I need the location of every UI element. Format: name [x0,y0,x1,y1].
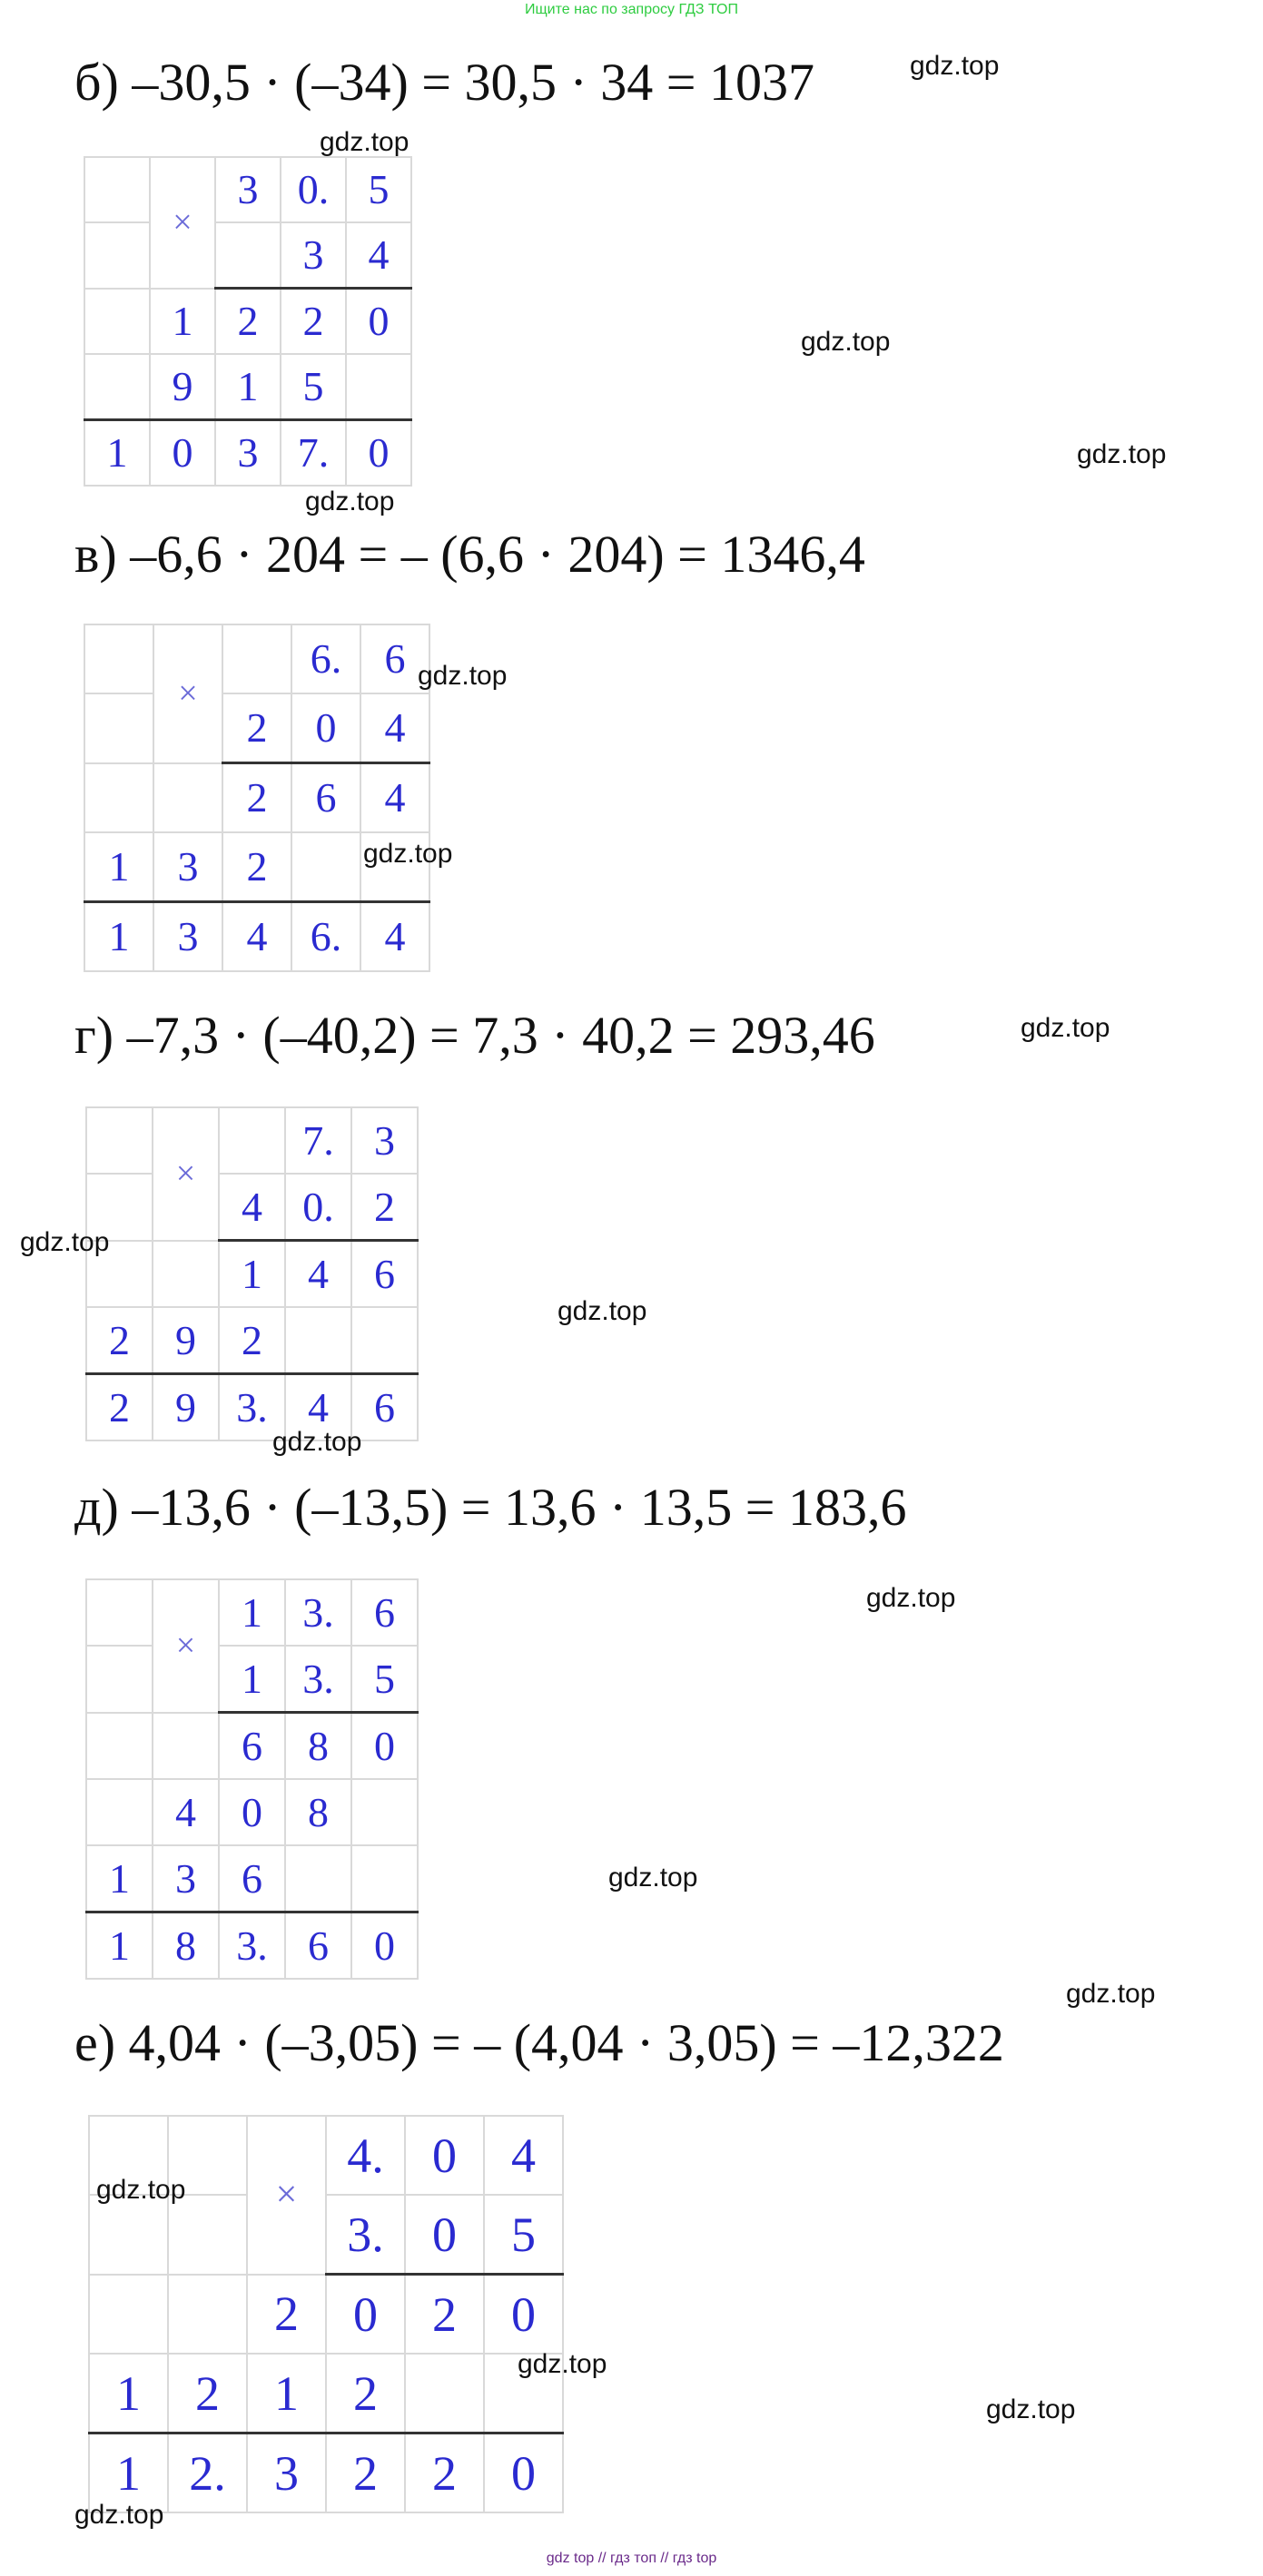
watermark: gdz.top [305,487,395,516]
equation-d: д) –13,6 · (–13,5) = 13,6 · 13,5 = 183,6 [74,1478,907,1537]
watermark: gdz.top [20,1227,110,1257]
watermark: gdz.top [418,661,508,691]
watermark: gdz.top [74,2500,164,2530]
watermark: gdz.top [557,1296,647,1326]
equation-e: е) 4,04 · (–3,05) = – (4,04 · 3,05) = –12,322 [74,2013,1004,2072]
watermark: gdz.top [910,51,1000,81]
watermark: gdz.top [96,2175,186,2205]
multiply-sign: × [153,1107,219,1241]
multiplication-grid-v: × 6. 6 2 0 4 2 6 4 1 3 2 1 3 4 6. 4 [84,624,430,972]
equation-b: б) –30,5 · (–34) = 30,5 · 34 = 1037 [74,53,815,112]
equation-g: г) –7,3 · (–40,2) = 7,3 · 40,2 = 293,46 [74,1006,875,1065]
watermark: gdz.top [320,127,409,157]
multiply-sign: × [153,1579,219,1713]
equation-v: в) –6,6 · 204 = – (6,6 · 204) = 1346,4 [74,525,865,584]
watermark: gdz.top [1077,439,1167,469]
watermark: gdz.top [518,2349,607,2379]
watermark: gdz.top [801,327,891,357]
watermark: gdz.top [986,2394,1076,2424]
watermark: gdz.top [1066,1979,1156,2009]
bottom-banner: gdz top // гдз топ // гдз top [546,2551,717,2566]
watermark: gdz.top [1021,1013,1110,1043]
multiplication-grid-d: × 1 3. 6 1 3. 5 6 8 0 4 0 8 1 3 6 1 8 3. 6 0 [85,1578,419,1980]
multiply-sign: × [150,157,215,289]
watermark: gdz.top [363,839,453,869]
multiplication-grid-e: × 4. 0 4 3. 0 5 2 0 2 0 1 2 1 2 1 2. 3 2 2 0 [88,2115,564,2513]
multiply-sign: × [247,2116,326,2275]
multiply-sign: × [153,624,222,763]
multiplication-grid-g: × 7. 3 4 0. 2 1 4 6 2 9 2 2 9 3. 4 6 [85,1106,419,1441]
watermark: gdz.top [272,1427,362,1457]
watermark: gdz.top [608,1863,698,1893]
watermark: gdz.top [866,1583,956,1613]
multiplication-grid-b: × 3 0. 5 3 4 1 2 2 0 9 1 5 1 0 3 7. 0 [84,156,412,487]
top-banner: Ищите нас по запросу ГДЗ ТОП [525,2,738,17]
